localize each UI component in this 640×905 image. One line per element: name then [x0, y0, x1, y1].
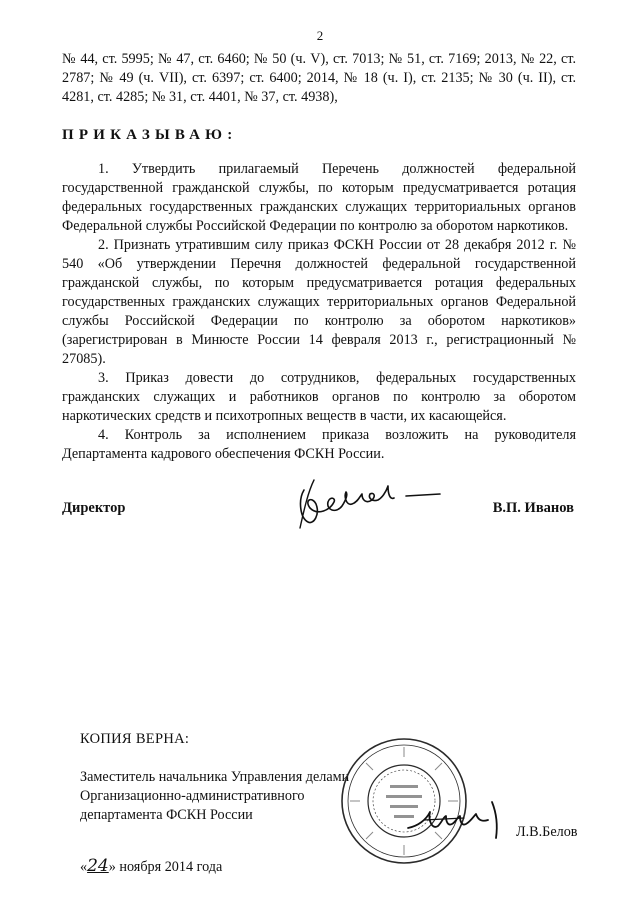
- order-heading: ПРИКАЗЫВАЮ:: [62, 127, 238, 143]
- page-number: 2: [316, 28, 324, 43]
- copy-title: КОПИЯ ВЕРНА:: [80, 731, 190, 747]
- lead-paragraph: № 44, ст. 5995; № 47, ст. 6460; № 50 (ч. V), ст. 7013; № 51, ст. 7169; 2013, № 22, ст. 2787; № 49 (ч. VII), ст. 6397; ст. 6400; 2014, № 18 (ч. I), ст. 2135; № 30 (ч. II), ст. 4281, ст. 4285; № 31, ст. 4401, № 37, ст. 4938),: [62, 51, 576, 105]
- order-item-3: 3. Приказ довести до сотрудников, федеральных государственных гражданских служащих и работников органов по контролю за оборотом наркотических средств и психотропных веществ в части, их касающейся.: [62, 370, 576, 424]
- order-item-4: 4. Контроль за исполнением приказа возложить на руководителя Департамента кадрового обеспечения ФСКН России.: [62, 427, 576, 462]
- certifier-name: Л.В.Белов: [516, 824, 578, 840]
- director-signature-icon: [290, 470, 460, 540]
- signatory-name: В.П. Иванов: [492, 500, 574, 516]
- certifier-signature-icon: [404, 794, 514, 844]
- certifier-position: [80, 768, 349, 825]
- certifier-position-line-1: Заместитель начальника Управления делами: [80, 769, 350, 785]
- date-day-handwritten: 24: [87, 856, 109, 876]
- certifier-position-line-2: Организационно-административного: [80, 788, 305, 804]
- order-item-2: 2. Признать утратившим силу приказ ФСКН России от 28 декабря 2012 г. № 540 «Об утверждении Перечня должностей федеральной государственной гражданской службы, по которым предусматривается ротация федеральных государственных гражданских служащих территориальных органов Федеральной службы Российской Федерации по контролю за оборотом наркотиков» (зарегистрирован в Минюсте России 14 февраля 2013 г., регистрационный № 27085).: [62, 237, 576, 367]
- copy-certification-title: [80, 730, 189, 749]
- order-item-1: 1. Утвердить прилагаемый Перечень должностей федеральной государственной гражданской службы, по которым предусматривается ротация федеральных государственных гражданских служащих территориальных органов Федеральной службы Российской Федерации по контролю за оборотом наркотиков.: [62, 161, 576, 234]
- date-rest: » ноября 2014 года: [108, 859, 223, 875]
- signatory-title: Директор: [62, 500, 126, 516]
- order-items: [62, 160, 576, 464]
- date-open-quote: «: [80, 859, 88, 875]
- certification-date: [80, 856, 222, 876]
- certifier-position-line-3: департамента ФСКН России: [80, 807, 253, 823]
